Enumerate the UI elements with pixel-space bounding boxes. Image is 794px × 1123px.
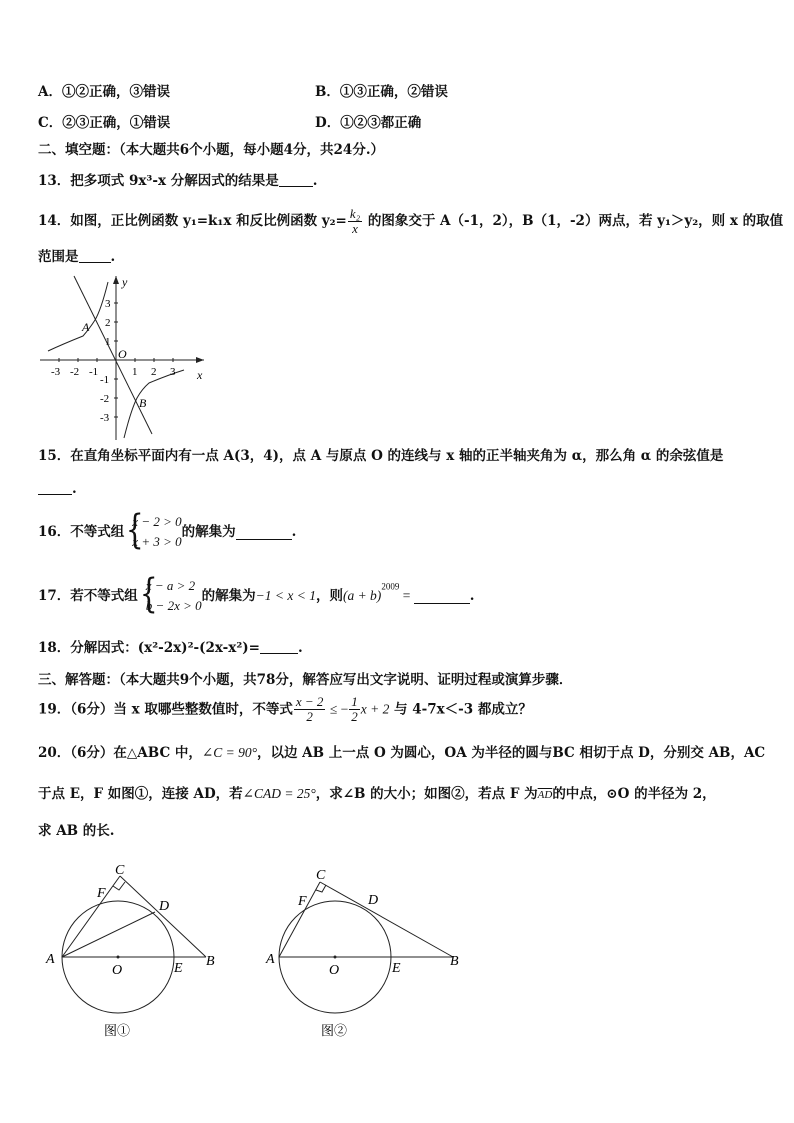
option-c: C．②③正确，①错误	[38, 115, 171, 131]
inequality-1: x − 2 > 0	[132, 514, 182, 529]
x-axis-arrow	[196, 357, 204, 363]
y-tick-label: 2	[105, 317, 111, 329]
q19-expression: x + 2	[360, 701, 390, 717]
q18-text: 18．分解因式：(x²-2x)²-(2x-x²)=	[38, 640, 260, 656]
question-20	[38, 744, 765, 762]
label-a: A	[46, 952, 55, 967]
q14-text-2: 的图象交于 A（-1，2），B（1，-2）两点，若 y₁＞y₂，则 x 的取值	[363, 213, 784, 229]
q17-text-3: ，则	[315, 588, 343, 604]
power-exponent: 2009	[381, 581, 400, 592]
y-axis-label: y	[122, 275, 128, 289]
label-f: F	[97, 886, 106, 901]
section3-header: 三、解答题：（本大题共9个小题，共78分，解答应写出文字说明、证明过程或演算步骤．	[38, 672, 573, 688]
q20-text-4: ，求∠B 的大小；如图②，若点 F 为	[315, 786, 538, 802]
x-axis-label: x	[197, 368, 203, 382]
q17-text: 17．若不等式组	[38, 588, 138, 604]
inequality-system: { x − a > 2 b − 2x > 0	[139, 571, 202, 617]
angle-c: ∠C = 90°	[201, 745, 257, 760]
figure-2-caption: 图②	[321, 1023, 348, 1038]
q16-text-2: 的解集为	[181, 524, 236, 540]
q20-text-3: 于点 E，F 如图①，连接 AD，若	[38, 786, 243, 802]
q14-suffix: .	[110, 249, 116, 265]
q17-end: .	[469, 588, 475, 604]
label-c: C	[115, 864, 125, 878]
hyperbola-branch-left	[48, 282, 108, 351]
arc-ad: $\overline{AD}$	[537, 789, 553, 801]
figure-1	[40, 864, 230, 1044]
hyperbola-branch-right	[124, 370, 184, 438]
q14-line2: 范围是	[38, 249, 79, 265]
inequality-1: x − a > 2	[145, 578, 196, 593]
label-a: A	[266, 952, 275, 967]
x-tick-label: 1	[132, 366, 138, 378]
question-17	[38, 571, 475, 617]
q19-text: 19．（6分）当 x 取哪些整数值时，不等式	[38, 701, 293, 718]
answer-blank	[38, 480, 72, 495]
fraction-numerator: x − 2	[295, 694, 324, 709]
q16-end: .	[291, 524, 297, 540]
x-tick-label: -3	[51, 366, 61, 378]
q13-text: 13．把多项式 9x³-x 分解因式的结果是	[38, 173, 279, 189]
answer-blank	[236, 525, 292, 540]
question-20-line3: 求 AB 的长.	[38, 823, 115, 839]
y-tick-label: -3	[100, 412, 110, 424]
y-tick-label: -1	[100, 374, 110, 386]
q14-fraction	[348, 207, 362, 236]
fraction-denominator: 2	[351, 709, 358, 724]
q17-text-2: 的解集为	[201, 588, 256, 604]
q16-text: 16．不等式组	[38, 524, 125, 540]
section2-header: 二、填空题：（本大题共6个小题，每小题4分，共24分.）	[38, 142, 385, 158]
function-graph	[38, 272, 208, 442]
question-14-line2	[38, 248, 115, 266]
x-tick-label: 3	[170, 366, 176, 378]
label-d: D	[159, 899, 170, 914]
option-d: D．①②③都正确	[315, 115, 422, 131]
q13-suffix: .	[312, 173, 318, 189]
question-13	[38, 172, 317, 190]
fraction-denominator: x	[352, 221, 358, 236]
q20-text-5: 的中点，⊙O 的半径为 2，	[552, 786, 716, 802]
fraction-numerator: 1	[351, 694, 358, 709]
segment-cb	[120, 876, 206, 957]
question-14	[38, 207, 783, 236]
label-o: O	[329, 963, 340, 978]
inequality-2: b − 2x > 0	[145, 598, 202, 613]
answer-blank	[260, 639, 298, 654]
inequality-system: { x − 2 > 0 x + 3 > 0	[126, 507, 182, 553]
label-o: O	[112, 963, 123, 978]
option-b: B．①③正确，②错误	[315, 84, 448, 100]
option-a: A．①②正确，③错误	[38, 84, 170, 100]
label-d: D	[368, 893, 379, 908]
y-tick-label: -2	[100, 393, 110, 405]
inequality-2: x + 3 > 0	[132, 534, 182, 549]
y-tick-label: 3	[105, 298, 111, 310]
answer-blank	[414, 589, 470, 604]
question-19	[38, 695, 532, 731]
origin-label: O	[118, 347, 127, 361]
segment-ad	[62, 912, 155, 957]
label-b: B	[206, 954, 215, 969]
question-20-line2	[38, 785, 716, 804]
angle-cad: ∠CAD = 25°	[242, 786, 316, 801]
figure-2	[260, 864, 470, 1044]
label-e: E	[174, 961, 183, 976]
fraction-denominator: 2	[306, 709, 313, 724]
x-tick-label: -2	[70, 366, 80, 378]
fraction-2	[349, 695, 360, 724]
q19-suffix: 与 4-7x＜-3 都成立？	[389, 701, 532, 718]
equals-sign: =	[399, 588, 414, 603]
figure-1-caption: 图①	[104, 1023, 131, 1038]
q20-text-2: ，以边 AB 上一点 O 为圆心，OA 为半径的圆与BC 相切于点 D，分别交 AB，AC	[256, 745, 766, 761]
power-base: (a + b)	[342, 588, 382, 603]
q14-text: 14．如图，正比例函数 y₁=k₁x 和反比例函数 y₂=	[38, 213, 347, 229]
label-f: F	[298, 894, 307, 909]
label-b: B	[450, 954, 459, 969]
q20-text: 20．（6分）在△ABC 中，	[38, 745, 202, 761]
center-point	[117, 956, 120, 959]
question-18	[38, 639, 303, 657]
le-sign: ≤ −	[326, 701, 349, 717]
point-b-label: B	[139, 396, 147, 410]
answer-blank	[79, 248, 111, 263]
answer-blank	[279, 172, 313, 187]
segment-cb	[320, 882, 453, 957]
question-16	[38, 507, 297, 553]
question-15: 15．在直角坐标平面内有一点 A(3，4)，点 A 与原点 O 的连线与 x 轴的正半轴夹角为 α，那么角 α 的余弦值是	[38, 448, 724, 464]
linear-function-line	[74, 276, 152, 434]
center-point	[334, 956, 337, 959]
y-axis-arrow	[113, 276, 119, 284]
question-15-line2	[38, 480, 77, 498]
solution-range: −1 < x < 1	[255, 588, 316, 603]
x-tick-label: 2	[151, 366, 157, 378]
fraction-1	[294, 695, 326, 724]
q18-suffix: .	[297, 640, 303, 656]
fraction-numerator: k₂	[349, 206, 361, 221]
x-tick-label: -1	[89, 366, 99, 378]
point-a-label: A	[82, 320, 90, 334]
segment-ac	[62, 876, 120, 957]
label-e: E	[392, 961, 401, 976]
y-tick-label: 1	[105, 336, 111, 348]
q15-suffix: .	[72, 481, 77, 497]
label-c: C	[316, 868, 326, 883]
